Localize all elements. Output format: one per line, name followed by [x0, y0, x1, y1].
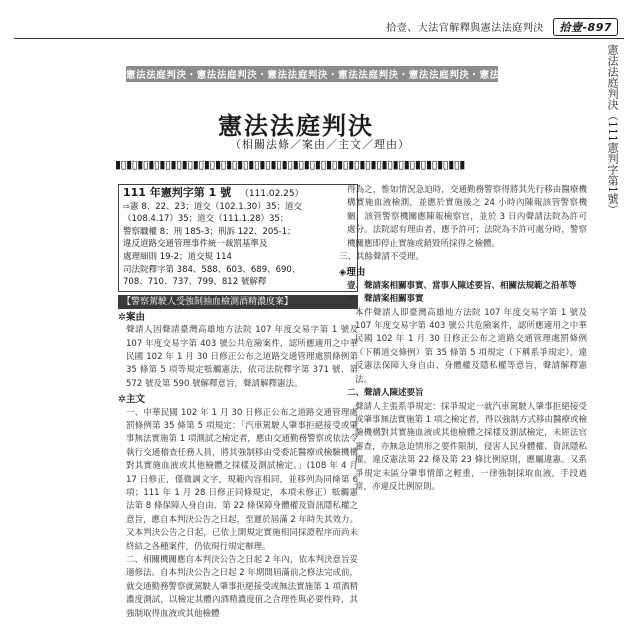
case-date: （111.02.25） [239, 189, 304, 199]
right-column [339, 184, 587, 494]
section-banner [126, 66, 541, 82]
related-law-line: ⇨憲 8、22、23；道交（102.1.30）35；道交 [123, 201, 303, 212]
left-column [118, 184, 358, 621]
page [8, 6, 632, 634]
section-heading-cause: ✲案由 [118, 311, 145, 323]
related-law-line: 708、710、737、799、812 號解釋 [123, 277, 267, 288]
related-law-line: 違反道路交通管理事件統一裁罰基準及 [123, 239, 268, 250]
main-text-3: 三、其餘聲請不受理。 [339, 252, 425, 263]
reason-paragraph-1: 本件聲請人即臺灣高雄地方法院 107 年度交易字第 1 號及 107 年度交易字第 403 號公共危險案件，認所應適用之中華民國 102 年 1 月 30 日修正公布之道路交通管理處罰條例（下稱道交條例）第 35 條第 5 項規定（下稱系爭規定），違反憲法保障人身自由、身體權及隱私權等意旨，聲請解釋憲法。 [355, 307, 587, 385]
page-title: 憲法法庭判決 [218, 111, 374, 140]
related-law-line: （108.4.17）35；道交（111.1.28）35； [123, 214, 289, 225]
section-heading-reason: ◈理由 [339, 267, 366, 279]
reason-heading-1: 壹、聲請案相關事實、當事人陳述要旨、相關法規範之沿革等 [347, 280, 577, 291]
related-law-line: 處理細則 19-2；道交規 114 [123, 251, 232, 262]
case-topic: 【警察駕駛人受強制抽血檢測酒精濃度案】 [118, 295, 358, 309]
related-law-line: 司法院釋字第 384、588、603、689、690、 [123, 264, 301, 275]
main-text-2: 二、相關機關應自本判決公告之日起 2 年內，依本判決意旨妥適修法。自本判決公告之日起 2 年期間屆滿前之修法完成前，就交通勤務警察就駕駛人肇事拒絕接受或無法實施第 1 項酒精濃度測試，以檢定其體內酒精濃度值之合理性與必要性時，其強制取得血液或其他檢體 [126, 555, 358, 619]
reason-heading-2: 一、聲請案相關事實 [347, 294, 424, 305]
main-text-1: 一、中華民國 102 年 1 月 30 日修正公布之道路交通管理處罰條例第 35 條第 5 項規定：「汽車駕駛人肇事拒絕接受或肇事無法實施第 1 項測試之檢定者，應由交通勤務警察或依法令執行交通稽查任務人員，將其強制移由受委託醫療或檢驗機構對其實施血液或其他檢體之採樣及測試檢定。」(108 年 4 月 17 日修正，僅微調文字，規範內容相同，並移列為同條第 6 項；111 年 1 月 28 日修正同條規定，本項未修正）牴觸憲法第 8 條保障人身自由、第 22 條保障身體權及資訊隱私權之意旨，應自本判決公告之日起，至遲於屆滿 2 年時失其效力。又本判決公告之日起，已依上開規定實施相同採證程序而尚未終結之各種案件，仍依現行規定辦理。 [126, 407, 358, 552]
cause-text: 聲請人因聲請臺灣高雄地方法院 107 年度交易字第 1 號及 107 年度交易字第 403 號公共危險案件，認所應適用之中華民國 102 年 1 月 30 日修正公布之道路交通管理處罰條例第 35 條第 5 項等規定牴觸憲法，依司法院釋字第 371 號、第 572 號及第 590 號解釋意旨，聲請解釋憲法。 [126, 325, 358, 389]
header-rule [14, 38, 624, 39]
related-law-line: 警察職權 8；刑 185-3；刑訴 122、205-1； [123, 226, 296, 237]
page-number: 拾壹-897 [553, 18, 618, 36]
banner-text: 憲法法庭判決・憲法法庭判決・憲法法庭判決・憲法法庭判決・憲法法庭判決・憲法法庭判決 [126, 70, 541, 81]
decorative-divider: ▮▯▮▯▮▯▮▯▮▯▮▯▮▯▮▯▮▯▮▯▮▯▮▯▮▯▮▯▮▯▮▯▮▯▮▯▮▯▮▯▮▯▮▯▮▯▮▯▮▯▮▯▮▯▮▯▮▯▮▯▮▯▮ [115, 158, 465, 171]
reason-paragraph-2: 聲請人主張系爭規定：採爭規定一就汽車駕駛人肇事拒絕接受或肇事無法實施第 1 項之檢定者，得以強制方式移由醫療或檢驗機構對其實施血液或其他檢體之採樣及測試檢定，未經法官審查，亦無急迫情形之要件限制，侵害人民身體權、資訊隱私權，違反憲法第 22 條及第 23 條比例原則，應屬違憲。又系爭規定未區分肇事情節之輕重，一律強制採取血液，手段過當，亦違反比例原則。 [355, 401, 587, 492]
running-title: 拾壹、大法官解釋與憲法法庭判決 [386, 23, 544, 34]
case-info-box [118, 184, 358, 292]
page-subtitle: （相關法條／案由／主文／理由） [230, 138, 410, 151]
running-header [386, 18, 618, 36]
case-number: 111 年憲判字第 1 號 [123, 186, 232, 199]
section-heading-main: ✲主文 [118, 394, 145, 406]
main-text-continued: 得為之，惟如情況急迫時，交通勤務警察得將其先行移由醫療機構實施血液檢測，並應於實施後之 24 小時內陳報該管警察機關，該管警察機關應陳報檢察官，並於 3 日內聲請法院為許可處分。法院認有理由者，應予許可；法院為不許可處分時，警察機關應即停止實施或銷毀所採得之檢體。 [347, 185, 587, 249]
side-tab: 憲法法庭判決（111憲判字第1號） [606, 44, 619, 215]
reason-heading-3: 二、聲請人陳述要旨 [347, 388, 424, 399]
